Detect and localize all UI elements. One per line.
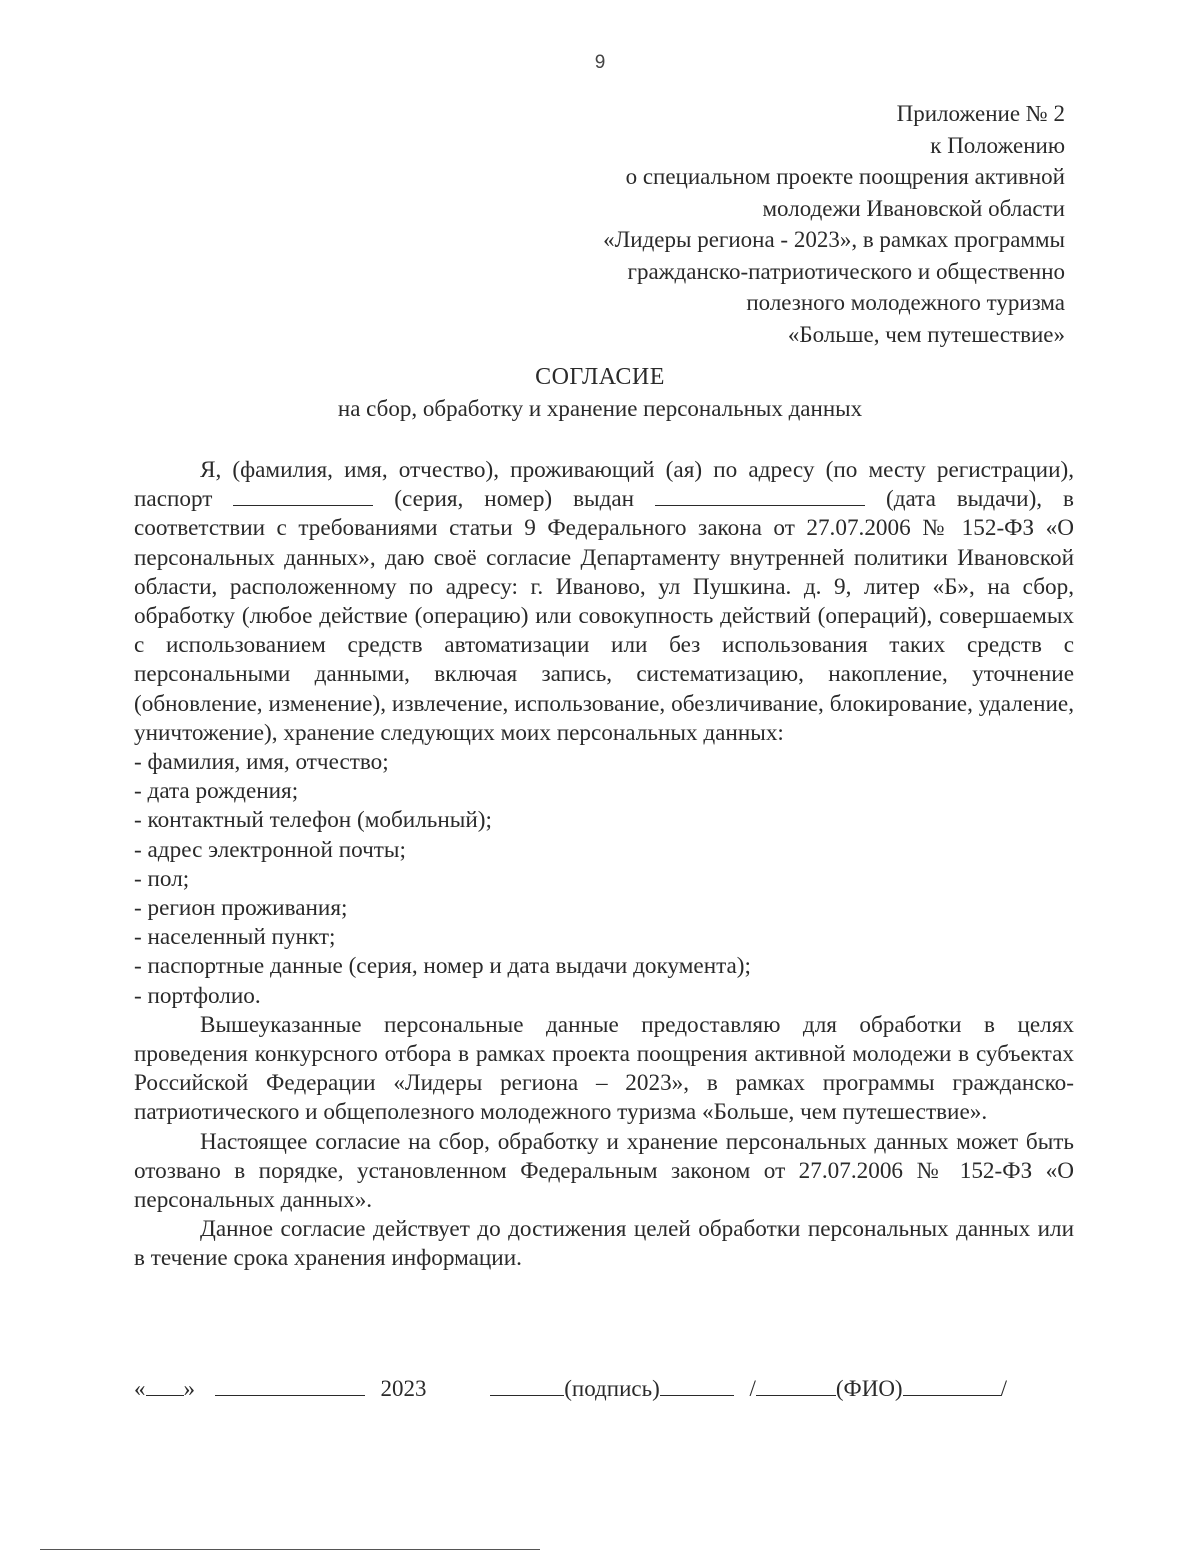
list-item: - паспортные данные (серия, номер и дата выдачи документа); xyxy=(134,953,751,980)
intro-part-1: Я, (фамилия, имя, отчество), проживающий (ая) по адресу (по месту регистрации), паспорт xyxy=(134,457,1074,513)
list-item: - населенный пункт; xyxy=(134,924,336,951)
passport-blank xyxy=(233,487,373,506)
list-item: - фамилия, имя, отчество; xyxy=(134,749,389,776)
intro-part-2: (серия, номер) выдан xyxy=(394,486,635,513)
signature-blank-right xyxy=(660,1377,734,1396)
document-subtitle: на сбор, обработку и хранение персональных данных xyxy=(337,396,863,421)
appendix-line: к Положению xyxy=(930,132,1065,158)
fio-blank-left xyxy=(756,1377,836,1396)
validity-paragraph: Данное согласие действует до достижения целей обработки персональных данных или в течение срока хранения информации. xyxy=(134,1216,1074,1272)
appendix-line: молодежи Ивановской области xyxy=(762,195,1065,221)
quote-open: « xyxy=(134,1376,146,1401)
fio-label: (ФИО) xyxy=(835,1376,903,1401)
appendix-line: «Больше, чем путешествие» xyxy=(787,321,1065,347)
intro-part-3: (дата выдачи), в соответствии с требованиями статьи 9 Федерального закона от 27.07.2006 № 152-ФЗ «О персональных данных», даю своё согласие Департаменту внутренней политики Ивановской области, расположенному по адресу: г. Иваново, ул Пушкина. д. 9, литер «Б», на сбор, обработку (любое действие (операцию) или совокупность действий (операций), совершаемых с использованием средств автоматизации или без использования таких средств с персональными данными, включая запись, систематизацию, накопление, уточнение (обновление, изменение), извлечение, использование, обезличивание, блокирование, удаление, уничтожение), хранение следующих моих персональных данных: xyxy=(134,486,1074,746)
appendix-line: Приложение № 2 xyxy=(896,101,1065,126)
list-item: - контактный телефон (мобильный); xyxy=(134,807,492,834)
list-item: - дата рождения; xyxy=(134,778,299,805)
appendix-line: о специальном проекте поощрения активной xyxy=(625,164,1065,189)
slash: / xyxy=(749,1376,756,1401)
day-blank xyxy=(146,1377,184,1396)
year: 2023 xyxy=(380,1376,427,1401)
list-item: - пол; xyxy=(134,865,190,892)
intro-paragraph xyxy=(134,456,1074,748)
signature-label: (подпись) xyxy=(564,1376,660,1401)
month-blank xyxy=(215,1377,365,1396)
appendix-header xyxy=(445,98,1065,350)
appendix-line: гражданско-патриотического и общественно xyxy=(627,258,1065,284)
appendix-line: полезного молодежного туризма xyxy=(746,290,1065,315)
issued-by-blank xyxy=(655,487,865,506)
list-item: - портфолио. xyxy=(134,982,261,1009)
footer-rule xyxy=(40,1549,540,1550)
document-body xyxy=(134,456,1074,1274)
quote-close: » xyxy=(183,1376,195,1401)
signature-line xyxy=(134,1376,1094,1402)
list-item: - регион проживания; xyxy=(134,895,348,922)
appendix-line: «Лидеры региона - 2023», в рамках программы xyxy=(603,227,1065,252)
slash: / xyxy=(1000,1376,1007,1401)
page-number: 9 xyxy=(594,52,606,73)
purpose-paragraph: Вышеуказанные персональные данные предоставляю для обработки в целях проведения конкурсного отбора в рамках проекта поощрения активной молодежи в субъектах Российской Федерации «Лидеры региона – 2023», в рамках программы гражданско-патриотического и общеполезного молодежного туризма «Больше, чем путешествие». xyxy=(134,1011,1074,1126)
document-title: СОГЛАСИЕ xyxy=(535,364,665,390)
signature-blank-left xyxy=(490,1377,564,1396)
fio-blank-right xyxy=(903,1377,1001,1396)
revocation-paragraph: Настоящее согласие на сбор, обработку и хранение персональных данных может быть отозвано в порядке, установленном Федеральным законом от 27.07.2006 № 152-ФЗ «О персональных данных». xyxy=(134,1128,1074,1214)
list-item: - адрес электронной почты; xyxy=(134,836,406,863)
